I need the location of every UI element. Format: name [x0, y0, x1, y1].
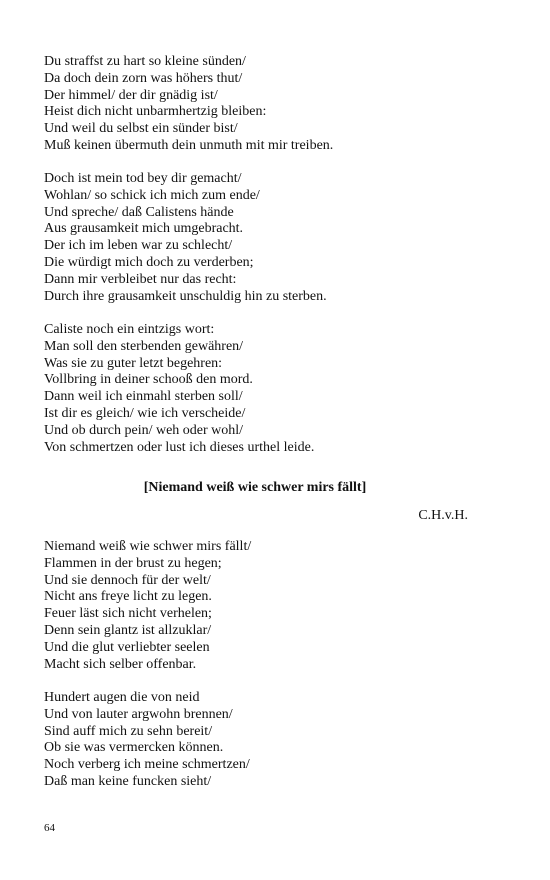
- page-number: 64: [44, 822, 55, 834]
- verse-line: Die würdigt mich doch zu verderben;: [44, 254, 254, 270]
- verse-line: Und ob durch pein/ weh oder wohl/: [44, 422, 244, 438]
- verse-line: Macht sich selber offenbar.: [44, 656, 197, 672]
- poem-title: [Niemand weiß wie schwer mirs fällt]: [143, 480, 367, 495]
- verse-line: Ob sie was vermercken können.: [44, 740, 224, 756]
- verse-line: Hundert augen die von neid: [44, 690, 200, 705]
- verse-line: Aus grausamkeit mich umgebracht.: [44, 221, 244, 237]
- verse-line: Du straffst zu hart so kleine sünden/: [44, 54, 246, 69]
- verse-line: Dann weil ich einmahl sterben soll/: [44, 389, 243, 405]
- verse-line: Und spreche/ daß Calistens hände: [44, 204, 234, 220]
- verse-line: Vollbring in deiner schooß den mord.: [44, 372, 253, 388]
- verse-line: Da doch dein zorn was höhers thut/: [44, 70, 243, 86]
- poem1-stanza-2: [44, 171, 327, 305]
- verse-line: Ist dir es gleich/ wie ich verscheide/: [44, 405, 246, 421]
- verse-line: Was sie zu guter letzt begehren:: [44, 355, 223, 371]
- verse-line: Und sie dennoch für der welt/: [44, 572, 211, 588]
- verse-line: Der himmel/ der dir gnädig ist/: [44, 87, 218, 103]
- verse-line: Von schmertzen oder lust ich dieses urthel leide.: [44, 439, 315, 455]
- poem2-stanza-2: [44, 690, 250, 791]
- verse-line: Der ich im leben war zu schlecht/: [44, 238, 233, 254]
- verse-line: Heist dich nicht unbarmhertzig bleiben:: [44, 104, 267, 120]
- poem-author: C.H.v.H.: [418, 508, 468, 523]
- verse-line: Niemand weiß wie schwer mirs fällt/: [44, 539, 252, 554]
- verse-line: Wohlan/ so schick ich mich zum ende/: [44, 187, 260, 203]
- verse-line: Und von lauter argwohn brennen/: [44, 706, 233, 722]
- verse-line: Man soll den sterbenden gewähren/: [44, 338, 244, 354]
- poem1-stanza-1: [44, 54, 333, 155]
- verse-line: Denn sein glantz ist allzuklar/: [44, 622, 212, 638]
- verse-line: Feuer läst sich nicht verhelen;: [44, 606, 212, 622]
- verse-line: Noch verberg ich meine schmertzen/: [44, 757, 250, 773]
- verse-line: Nicht ans freye licht zu legen.: [44, 589, 212, 605]
- verse-line: Doch ist mein tod bey dir gemacht/: [44, 171, 242, 186]
- verse-line: Flammen in der brust zu hegen;: [44, 555, 222, 571]
- verse-line: Sind auff mich zu sehn bereit/: [44, 723, 213, 739]
- verse-line: Durch ihre grausamkeit unschuldig hin zu sterben.: [44, 288, 327, 304]
- poem2-stanza-1: [44, 539, 251, 673]
- verse-line: Und die glut verliebter seelen: [44, 639, 210, 655]
- verse-line: Dann mir verbleibet nur das recht:: [44, 271, 237, 287]
- verse-line: Caliste noch ein eintzigs wort:: [44, 322, 215, 337]
- poem1-stanza-3: [44, 322, 314, 456]
- verse-line: Muß keinen übermuth dein unmuth mit mir treiben.: [44, 137, 334, 153]
- verse-line: Und weil du selbst ein sünder bist/: [44, 121, 238, 137]
- verse-line: Daß man keine funcken sieht/: [44, 773, 212, 789]
